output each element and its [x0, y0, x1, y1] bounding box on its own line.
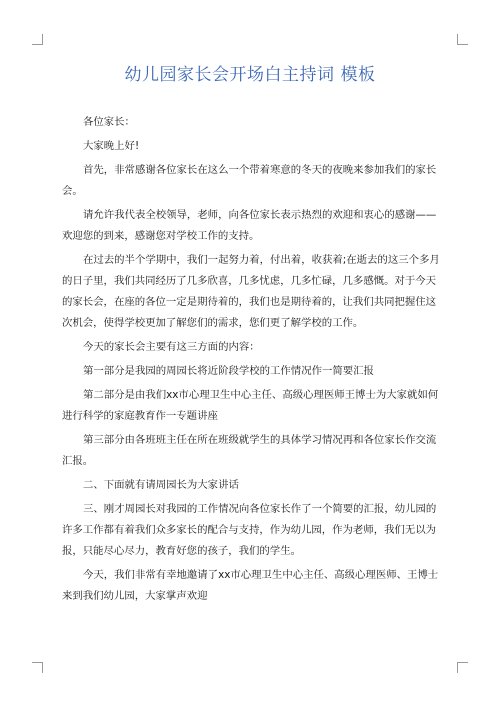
crop-mark-top-left: [32, 34, 43, 45]
paragraph: 第二部分是由我们xx市心理卫生中心主任、高级心理医师王博士为大家就如何进行科学的家庭教育作一专题讲座: [62, 389, 439, 422]
paragraph: 第三部分由各班班主任在所在班级就学生的具体学习情况再和各位家长作交流汇报。: [62, 434, 437, 467]
crop-mark-bottom-right: [457, 662, 468, 673]
document-body: [62, 112, 446, 610]
section-heading: 二、下面就有请周园长为大家讲话: [83, 479, 239, 491]
paragraph: 三、刚才周园长对我园的工作情况向各位家长作了一个简要的汇报，幼儿园的许多工作都有着我们众多家长的配合与支持，作为幼儿园，作为老师，我们无以为报，只能尽心尽力，教育好您的孩子，我们的学生。: [62, 503, 437, 557]
paragraph: 首先，非常感谢各位家长在这么一个带着寒意的冬天的夜晚来参加我们的家长会。: [62, 164, 437, 197]
document-title: 幼儿园家长会开场白主持词 模板: [124, 65, 376, 85]
paragraph: 第一部分是我园的周园长将近阶段学校的工作情况作一简要汇报: [83, 365, 374, 377]
paragraph: 请允许我代表全校领导，老师，向各位家长表示热烈的欢迎和衷心的感谢——欢迎您的到来，感谢您对学校工作的支持。: [62, 209, 437, 242]
crop-mark-top-right: [457, 34, 468, 45]
crop-mark-bottom-left: [32, 662, 43, 673]
paragraph: 今天，我们非常有幸地邀请了xx市心理卫生中心主任、高级心理医师、王博士来到我们幼儿园，大家掌声欢迎: [62, 569, 439, 602]
paragraph: 今天的家长会主要有这三方面的内容：: [83, 341, 260, 353]
greeting: 大家晚上好!: [83, 140, 140, 152]
paragraph: 在过去的半个学期中，我们一起努力着，付出着，收获着;在逝去的这三个多月的日子里，我们共同经历了几多欣喜，几多忧虑，几多忙碌，几多感慨。对于今天的家长会，在座的各位一定是期待着的，我们也是期待着的，让我们共同把握住这次机会，使得学校更加了解您们的需求，您们更了解学校的工作。: [62, 254, 440, 329]
salutation: 各位家长：: [83, 116, 135, 128]
